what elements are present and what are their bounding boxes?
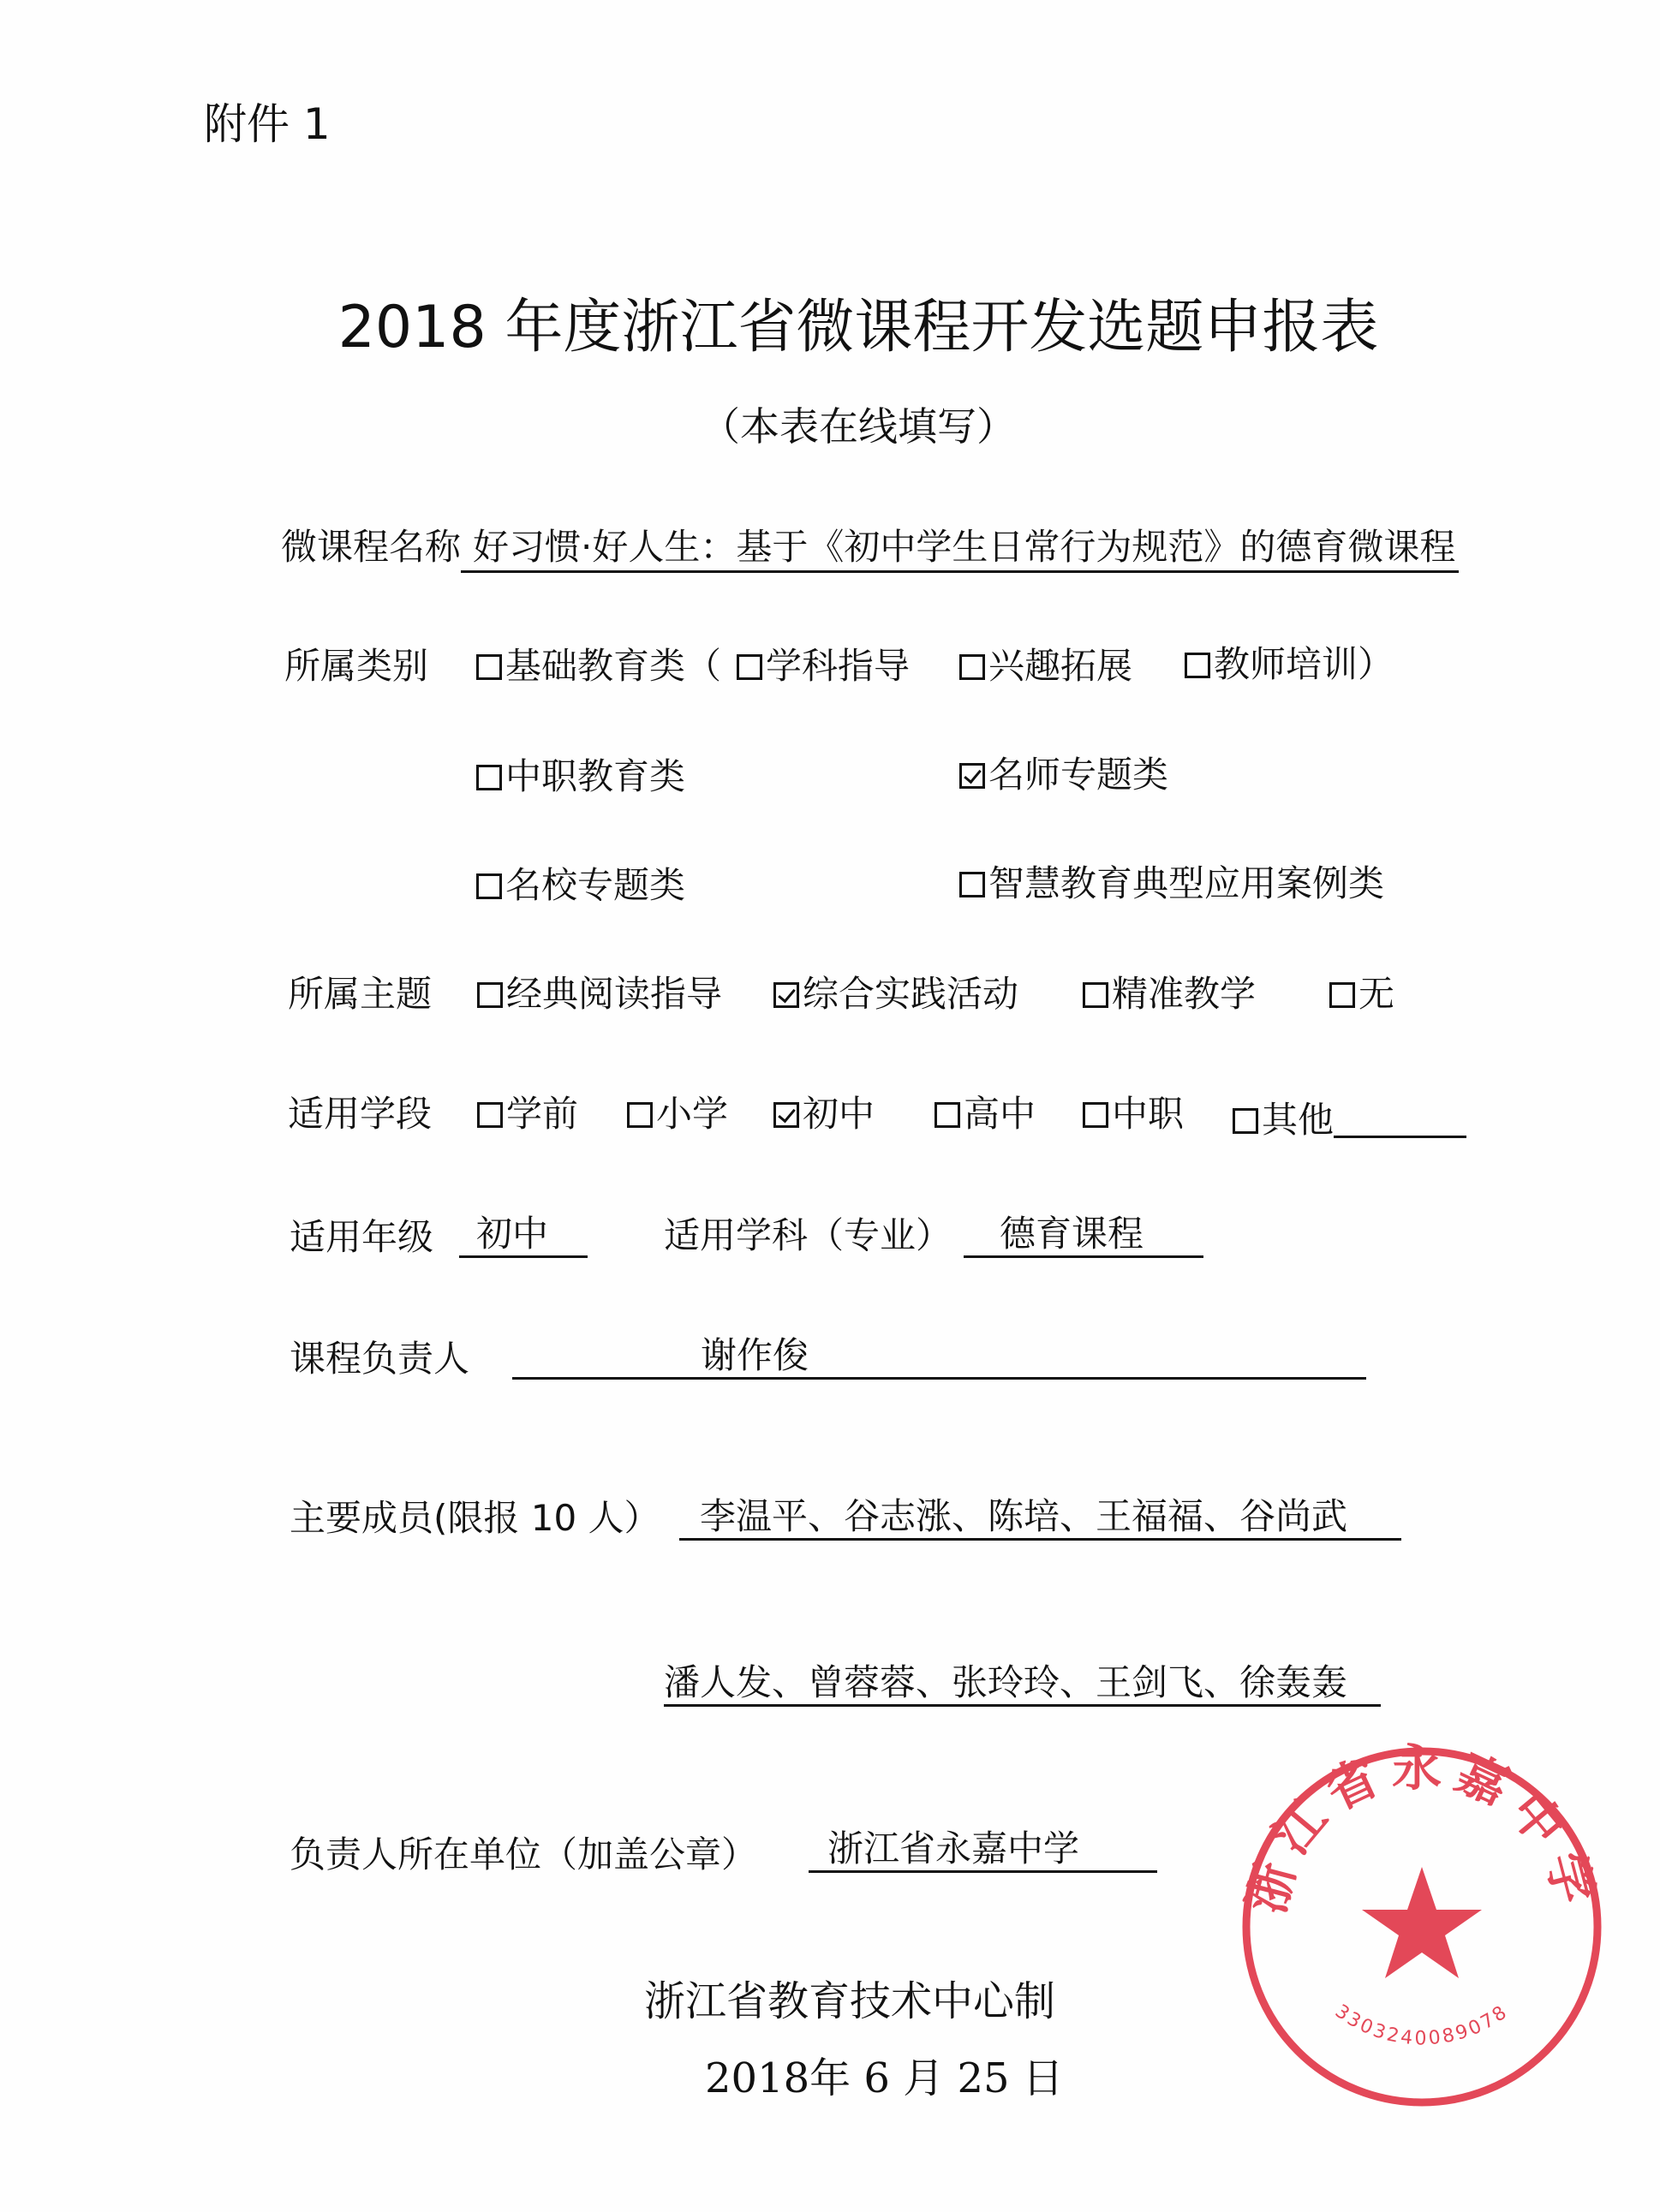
category-label: 所属类别 — [284, 645, 429, 687]
checkbox[interactable] — [1233, 1108, 1258, 1134]
page-subtitle: （本表在线填写） — [701, 403, 1016, 450]
members-line-2[interactable]: 潘人发、曾蓉蓉、张玲玲、王剑飞、徐轰轰 — [664, 1665, 1381, 1707]
seal-code-text: 3303240089078 — [1330, 2000, 1514, 2050]
category-option-famous-teacher[interactable] — [959, 754, 1169, 796]
stage-option-vocational[interactable] — [1083, 1093, 1185, 1135]
attachment-label: 附件 1 — [204, 99, 331, 149]
checkbox[interactable] — [627, 1102, 653, 1128]
option-label: 智慧教育典型应用案例类 — [988, 862, 1385, 904]
seal-star-icon — [1362, 1867, 1482, 1978]
stage-option-junior[interactable] — [773, 1093, 875, 1135]
category-option-famous-school[interactable] — [476, 864, 686, 906]
checkbox[interactable] — [773, 982, 799, 1008]
category-option-subject-guidance[interactable] — [737, 645, 911, 687]
checkbox[interactable] — [959, 763, 985, 789]
leader-value[interactable]: 谢作俊 — [512, 1338, 1366, 1380]
subject-value[interactable]: 德育课程 — [964, 1216, 1203, 1258]
course-name-value[interactable]: 好习惯·好人生：基于《初中学生日常行为规范》的德育微课程 — [461, 529, 1459, 573]
option-label: 无 — [1358, 973, 1395, 1015]
members-line-1[interactable]: 李温平、谷志涨、陈培、王福福、谷尚武 — [679, 1499, 1401, 1541]
category-option-basic[interactable] — [476, 645, 722, 687]
issuer-text: 浙江省教育技术中心制 — [644, 1977, 1056, 2025]
stage-option-other[interactable] — [1233, 1096, 1466, 1141]
grade-label: 适用年级 — [290, 1216, 434, 1258]
checkbox[interactable] — [934, 1102, 960, 1128]
checkbox[interactable] — [737, 654, 762, 680]
option-label: 经典阅读指导 — [506, 973, 723, 1015]
stage-label: 适用学段 — [288, 1093, 433, 1135]
theme-option-reading[interactable] — [477, 973, 723, 1015]
official-seal-stamp — [1233, 1738, 1610, 2115]
option-label: 综合实践活动 — [803, 973, 1019, 1015]
stage-option-preschool[interactable] — [477, 1093, 579, 1135]
unit-label: 负责人所在单位（加盖公章） — [290, 1833, 758, 1875]
stage-other-field[interactable] — [1334, 1096, 1466, 1138]
category-option-vocational[interactable] — [476, 755, 686, 797]
theme-option-precision[interactable] — [1083, 973, 1257, 1015]
option-label: 初中 — [803, 1093, 875, 1135]
checkbox[interactable] — [1083, 1102, 1108, 1128]
subject-label: 适用学科（专业） — [664, 1214, 952, 1256]
option-label: 名校专题类 — [505, 864, 686, 906]
checkbox[interactable] — [477, 982, 503, 1008]
checkbox[interactable] — [773, 1102, 799, 1128]
option-label: 教师培训） — [1214, 643, 1394, 685]
theme-label: 所属主题 — [288, 973, 433, 1015]
stage-option-primary[interactable] — [627, 1093, 729, 1135]
option-label: 中职教育类 — [505, 755, 686, 797]
seal-name-text: 浙江省永嘉中学 — [1237, 1738, 1607, 1920]
category-option-smart-education[interactable] — [959, 862, 1385, 904]
seal-code — [1331, 2000, 1513, 2049]
option-label: 高中 — [964, 1093, 1036, 1135]
option-label: 小学 — [656, 1093, 729, 1135]
stage-option-senior[interactable] — [934, 1093, 1036, 1135]
checkbox[interactable] — [1329, 982, 1355, 1008]
grade-value[interactable]: 初中 — [459, 1216, 588, 1258]
leader-label: 课程负责人 — [290, 1338, 470, 1380]
option-label: 基础教育类（ — [505, 645, 722, 687]
checkbox[interactable] — [1185, 653, 1210, 678]
theme-option-none[interactable] — [1329, 973, 1395, 1015]
checkbox[interactable] — [959, 872, 985, 897]
checkbox[interactable] — [959, 654, 985, 680]
option-label: 学科指导 — [766, 645, 911, 687]
option-label: 名师专题类 — [988, 754, 1169, 796]
checkbox[interactable] — [476, 654, 502, 680]
option-label: 精准教学 — [1112, 973, 1257, 1015]
unit-value[interactable]: 浙江省永嘉中学 — [809, 1831, 1157, 1873]
option-label: 中职 — [1112, 1093, 1185, 1135]
course-name-row — [281, 526, 1459, 573]
option-label: 其他 — [1262, 1099, 1335, 1141]
option-label: 学前 — [506, 1093, 579, 1135]
page-title: 2018 年度浙江省微课程开发选题申报表 — [337, 294, 1379, 361]
theme-option-practice[interactable] — [773, 973, 1019, 1015]
members-label: 主要成员(限报 10 人） — [290, 1497, 660, 1539]
option-label: 兴趣拓展 — [988, 645, 1133, 687]
checkbox[interactable] — [1083, 982, 1108, 1008]
checkbox[interactable] — [477, 1102, 503, 1128]
checkbox[interactable] — [476, 873, 502, 899]
category-option-teacher-training[interactable] — [1185, 643, 1394, 685]
course-name-label: 微课程名称 — [281, 526, 462, 568]
checkbox[interactable] — [476, 765, 502, 790]
category-option-interest[interactable] — [959, 645, 1133, 687]
issue-date: 2018年 6 月 25 日 — [705, 2054, 1064, 2102]
